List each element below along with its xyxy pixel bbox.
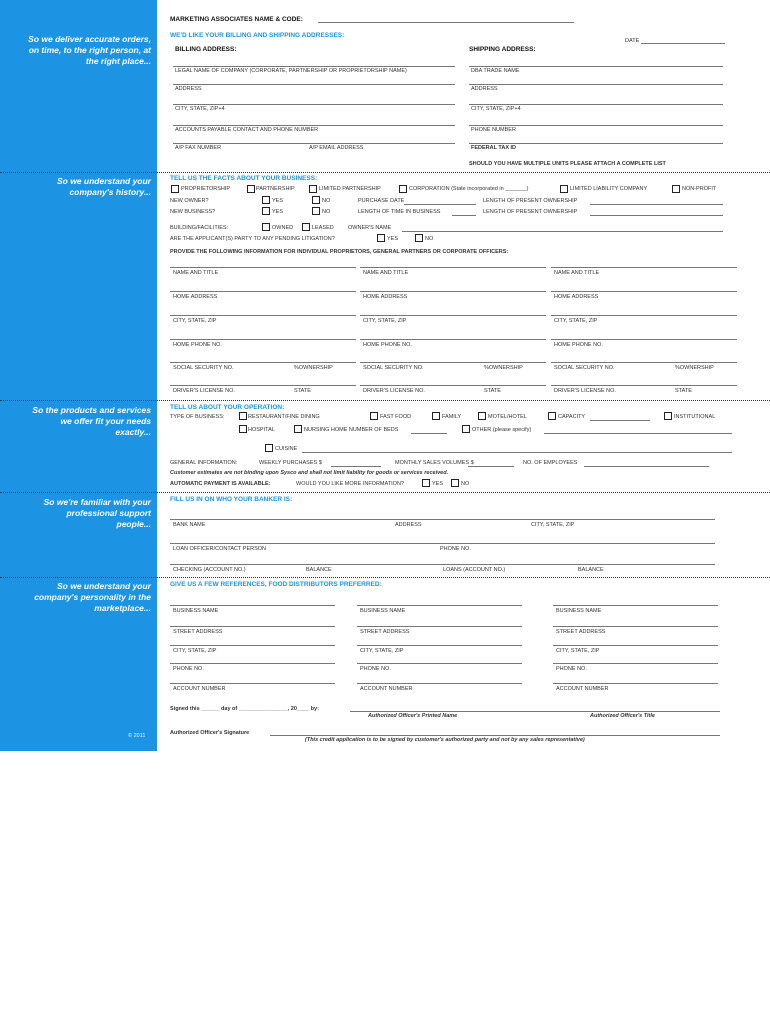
- new-owner-label: NEW OWNER?: [170, 198, 209, 204]
- bank-label: BANK NAME: [173, 522, 206, 528]
- auto-label: AUTOMATIC PAYMENT IS AVAILABLE:: [170, 481, 271, 487]
- officer-phone-label: HOME PHONE NO.: [173, 342, 222, 348]
- leased-checkbox[interactable]: [302, 223, 310, 231]
- operation-heading: TELL US ABOUT YOUR OPERATION:: [170, 404, 285, 411]
- officer-home-label: HOME ADDRESS: [363, 294, 408, 300]
- officer-label: LOAN OFFICER/CONTACT PERSON: [173, 546, 267, 552]
- ref-business-label: BUSINESS NAME: [173, 608, 219, 614]
- fast-food-label: FAST FOOD: [380, 414, 412, 420]
- length-business-label: LENGTH OF TIME IN BUSINESS: [358, 209, 441, 215]
- ref-phone-label: PHONE NO.: [556, 666, 587, 672]
- capacity-checkbox[interactable]: [548, 412, 556, 420]
- officer-city-label: CITY, STATE, ZIP: [173, 318, 217, 324]
- proprietorship-label: PROPRIETORSHIP: [181, 186, 231, 192]
- officer-city-label: CITY, STATE, ZIP: [554, 318, 598, 324]
- ap-email-label: A/P EMAIL ADDRESS: [309, 145, 364, 151]
- officer-city-field[interactable]: [360, 315, 546, 316]
- taxid-field[interactable]: [469, 143, 723, 144]
- officer-ssn-field[interactable]: [360, 362, 546, 363]
- no-label: NO: [322, 209, 331, 215]
- ref-phone-label: PHONE NO.: [173, 666, 204, 672]
- nursing-label: NURSING HOME NUMBER OF BEDS: [304, 427, 399, 433]
- monthly-field[interactable]: [468, 466, 514, 467]
- corporation-checkbox[interactable]: [399, 185, 407, 193]
- ref-phone-field[interactable]: [553, 663, 718, 664]
- officer-name-label: NAME AND TITLE: [173, 270, 219, 276]
- yes-label: YES: [272, 209, 284, 215]
- officer-phone-field[interactable]: [551, 339, 737, 340]
- ref-account-field[interactable]: [170, 683, 335, 684]
- type-label: TYPE OF BUSINESS:: [170, 414, 225, 420]
- addr-heading: WE'D LIKE YOUR BILLING AND SHIPPING ADDRESSES:: [170, 32, 345, 39]
- officer-ssn-field[interactable]: [551, 362, 737, 363]
- owned-checkbox[interactable]: [262, 223, 270, 231]
- length-owner-label: LENGTH OF PRESENT OWNERSHIP: [483, 209, 578, 215]
- restaurant-checkbox[interactable]: [239, 412, 247, 420]
- owned-label: OWNED: [272, 225, 294, 231]
- bank-city-label: CITY, STATE, ZIP: [531, 522, 575, 528]
- motel-label: MOTEL/HOTEL: [488, 414, 527, 420]
- owners-name-field[interactable]: [402, 231, 723, 232]
- city-label: CITY, STATE, ZIP+4: [175, 106, 225, 112]
- officer-home-field[interactable]: [170, 291, 356, 292]
- bank-address-label: ADDRESS: [395, 522, 422, 528]
- general-label: GENERAL INFORMATION:: [170, 460, 238, 466]
- officer-home-label: HOME ADDRESS: [554, 294, 599, 300]
- no-label: NO: [425, 236, 434, 242]
- officer-home-label: HOME ADDRESS: [173, 294, 218, 300]
- ref-city-field[interactable]: [357, 645, 522, 646]
- ship-address-field[interactable]: [469, 84, 723, 85]
- officer-name-field[interactable]: [551, 267, 737, 268]
- billing-label: BILLING ADDRESS:: [175, 46, 237, 53]
- ref-account-label: ACCOUNT NUMBER: [173, 686, 226, 692]
- ref-city-field[interactable]: [553, 645, 718, 646]
- ref-street-field[interactable]: [553, 626, 718, 627]
- new-business-no-checkbox[interactable]: [312, 207, 320, 215]
- restaurant-label: RESTAURANT/FINE DINING: [248, 414, 320, 420]
- officer-dl-label: DRIVER'S LICENSE NO.: [363, 388, 425, 394]
- refs-heading: GIVE US A FEW REFERENCES, FOOD DISTRIBUTORS PREFERRED:: [170, 581, 382, 588]
- other-label: OTHER (please specify): [472, 427, 532, 433]
- no-label: NO: [461, 481, 470, 487]
- officer-phone-label: HOME PHONE NO.: [363, 342, 412, 348]
- signature-field[interactable]: [270, 735, 720, 736]
- copyright: © 2011: [128, 733, 146, 739]
- yes-label: YES: [387, 236, 399, 242]
- length-owner-field[interactable]: [590, 204, 723, 205]
- divider: [0, 172, 770, 173]
- ref-street-label: STREET ADDRESS: [360, 629, 410, 635]
- divider: [0, 400, 770, 401]
- monthly-label: MONTHLY SALES VOLUMES $: [395, 460, 474, 466]
- yes-label: YES: [432, 481, 444, 487]
- officer-own-label: %OWNERSHIP: [294, 365, 333, 371]
- proprietorship-checkbox[interactable]: [171, 185, 179, 193]
- checking-label: CHECKING (ACCOUNT NO.): [173, 567, 246, 573]
- litigation-label: ARE THE APPLICANT(S) PARTY TO ANY PENDING LITIGATION?: [170, 236, 335, 242]
- officer-name-label: NAME AND TITLE: [363, 270, 409, 276]
- signer-field[interactable]: [350, 711, 720, 712]
- officer-title-label: Authorized Officer's Title: [590, 713, 655, 719]
- shipping-label: SHIPPING ADDRESS:: [469, 46, 536, 53]
- sidebar-text-3: So the products and services we offer fit your needs exactly...: [32, 405, 151, 437]
- officer-dl-field[interactable]: [551, 385, 737, 386]
- yes-label: YES: [272, 198, 284, 204]
- family-label: FAMILY: [442, 414, 462, 420]
- officer-dl-field[interactable]: [170, 385, 356, 386]
- checking-field[interactable]: [170, 564, 715, 565]
- capacity-field[interactable]: [590, 420, 650, 421]
- officer-dl-label: DRIVER'S LICENSE NO.: [554, 388, 616, 394]
- officer-phone-field[interactable]: [360, 339, 546, 340]
- institutional-checkbox[interactable]: [664, 412, 672, 420]
- institutional-label: INSTITUTIONAL: [674, 414, 716, 420]
- ref-business-label: BUSINESS NAME: [360, 608, 406, 614]
- dba-field[interactable]: [469, 66, 723, 67]
- ap-fax-field[interactable]: [173, 143, 455, 144]
- ref-street-label: STREET ADDRESS: [556, 629, 606, 635]
- date-label: DATE: [625, 38, 640, 44]
- officer-ssn-field[interactable]: [170, 362, 356, 363]
- officer-city-label: CITY, STATE, ZIP: [363, 318, 407, 324]
- sidebar-text-2: So we understand your company's history...: [57, 176, 151, 197]
- purchase-date-field[interactable]: [404, 204, 476, 205]
- weekly-label: WEEKLY PURCHASES $: [259, 460, 322, 466]
- sidebar-text-1: So we deliver accurate orders, on time, to the right person, at the right place...: [28, 34, 151, 66]
- ap-fax-label: A/P FAX NUMBER: [175, 145, 222, 151]
- balance-label: BALANCE: [306, 567, 332, 573]
- divider: [0, 492, 770, 493]
- ref-street-field[interactable]: [357, 626, 522, 627]
- officer-phone-field[interactable]: [170, 339, 356, 340]
- ref-account-field[interactable]: [553, 683, 718, 684]
- litigation-yes-checkbox[interactable]: [377, 234, 385, 242]
- corporation-label: CORPORATION (State incorporated in _______): [409, 186, 529, 192]
- ref-street-field[interactable]: [170, 626, 335, 627]
- length-owner-field[interactable]: [590, 215, 723, 216]
- new-business-yes-checkbox[interactable]: [262, 207, 270, 215]
- employees-field[interactable]: [584, 466, 709, 467]
- taxid-label: FEDERAL TAX ID: [471, 145, 517, 151]
- ref-account-label: ACCOUNT NUMBER: [556, 686, 609, 692]
- new-owner-yes-checkbox[interactable]: [262, 196, 270, 204]
- officer-name-label: NAME AND TITLE: [554, 270, 600, 276]
- sidebar-text-4: So we're familiar with your professional support people...: [43, 497, 151, 529]
- length-business-field[interactable]: [452, 215, 476, 216]
- business-heading: TELL US THE FACTS ABOUT YOUR BUSINESS:: [170, 175, 318, 182]
- officer-phone-label: HOME PHONE NO.: [554, 342, 603, 348]
- ref-street-label: STREET ADDRESS: [173, 629, 223, 635]
- other-field[interactable]: [544, 433, 732, 434]
- auto-no-checkbox[interactable]: [451, 479, 459, 487]
- officer-city-field[interactable]: [551, 315, 737, 316]
- employees-label: NO. OF EMPLOYEES: [523, 460, 578, 466]
- officer-name-field[interactable]: [170, 267, 356, 268]
- signed-label: Signed this ______ day of ________________, 20____ by:: [170, 706, 319, 712]
- cuisine-checkbox[interactable]: [265, 444, 273, 452]
- ref-account-label: ACCOUNT NUMBER: [360, 686, 413, 692]
- officer-state-label: STATE: [294, 388, 311, 394]
- length-owner-label: LENGTH OF PRESENT OWNERSHIP: [483, 198, 578, 204]
- legal-field[interactable]: [173, 66, 455, 67]
- auto-yes-checkbox[interactable]: [422, 479, 430, 487]
- officer-name-field[interactable]: [360, 267, 546, 268]
- llc-label: LIMITED LIABILITY COMPANY: [570, 186, 648, 192]
- new-business-label: NEW BUSINESS?: [170, 209, 216, 215]
- ref-phone-label: PHONE NO.: [360, 666, 391, 672]
- hospital-label: HOSPITAL: [248, 427, 275, 433]
- printed-name-label: Authorized Officer's Printed Name: [368, 713, 458, 719]
- partnership-checkbox[interactable]: [247, 185, 255, 193]
- signature-label: Authorized Officer's Signature: [170, 730, 250, 736]
- llp-checkbox[interactable]: [309, 185, 317, 193]
- bank-phone-label: PHONE NO.: [440, 546, 471, 552]
- marketing-field[interactable]: [318, 22, 574, 23]
- address-field[interactable]: [173, 84, 455, 85]
- new-owner-no-checkbox[interactable]: [312, 196, 320, 204]
- partnership-label: PARTNERSHIP: [256, 186, 295, 192]
- officer-ssn-label: SOCIAL SECURITY NO.: [363, 365, 424, 371]
- banker-heading: FILL US IN ON WHO YOUR BANKER IS:: [170, 496, 293, 503]
- date-field[interactable]: [641, 43, 725, 44]
- officer-ssn-label: SOCIAL SECURITY NO.: [173, 365, 234, 371]
- ref-city-label: CITY, STATE, ZIP: [173, 648, 217, 654]
- hospital-checkbox[interactable]: [239, 425, 247, 433]
- ref-city-label: CITY, STATE, ZIP: [556, 648, 600, 654]
- other-checkbox[interactable]: [462, 425, 470, 433]
- cuisine-label: CUISINE: [275, 446, 298, 452]
- building-label: BUILDING/FACILITIES:: [170, 225, 229, 231]
- nonprofit-label: NON-PROFIT: [682, 186, 717, 192]
- dba-label: DBA TRADE NAME: [471, 68, 520, 74]
- motel-checkbox[interactable]: [478, 412, 486, 420]
- ship-address-label: ADDRESS: [471, 86, 498, 92]
- bank-field[interactable]: [170, 519, 715, 520]
- ship-city-label: CITY, STATE, ZIP+4: [471, 106, 521, 112]
- officer-home-field[interactable]: [551, 291, 737, 292]
- cuisine-field[interactable]: [302, 452, 732, 453]
- sidebar: [0, 0, 157, 751]
- divider: [0, 577, 770, 578]
- officer-own-label: %OWNERSHIP: [484, 365, 523, 371]
- officer-home-field[interactable]: [360, 291, 546, 292]
- litigation-no-checkbox[interactable]: [415, 234, 423, 242]
- officer-ssn-label: SOCIAL SECURITY NO.: [554, 365, 615, 371]
- beds-field[interactable]: [411, 433, 447, 434]
- ref-city-field[interactable]: [170, 645, 335, 646]
- city-field[interactable]: [173, 104, 455, 105]
- capacity-label: CAPACITY: [558, 414, 586, 420]
- leased-label: LEASED: [312, 225, 334, 231]
- ref-account-field[interactable]: [357, 683, 522, 684]
- officer-dl-label: DRIVER'S LICENSE NO.: [173, 388, 235, 394]
- officer-own-label: %OWNERSHIP: [675, 365, 714, 371]
- no-label: NO: [322, 198, 331, 204]
- estimate-note: Customer estimates are not binding upon Sysco and shall not limit liability for goods or services received.: [170, 470, 449, 476]
- phone-field[interactable]: [469, 125, 723, 126]
- ap-contact-label: ACCOUNTS PAYABLE CONTACT AND PHONE NUMBER: [175, 127, 319, 133]
- multi-note: SHOULD YOU HAVE MULTIPLE UNITS PLEASE ATTACH A COMPLETE LIST: [469, 161, 666, 167]
- officer-state-label: STATE: [675, 388, 692, 394]
- owners-name-label: OWNER'S NAME: [348, 225, 392, 231]
- ap-contact-field[interactable]: [173, 125, 455, 126]
- ref-business-field[interactable]: [170, 605, 335, 606]
- weekly-field[interactable]: [331, 466, 381, 467]
- address-label: ADDRESS: [175, 86, 202, 92]
- ref-city-label: CITY, STATE, ZIP: [360, 648, 404, 654]
- officer-city-field[interactable]: [170, 315, 356, 316]
- officers-heading: PROVIDE THE FOLLOWING INFORMATION FOR INDIVIDUAL PROPRIETORS, GENERAL PARTNERS OR CORPORATE OFFICERS:: [170, 249, 509, 255]
- balance-label: BALANCE: [578, 567, 604, 573]
- legal-label: LEGAL NAME OF COMPANY (CORPORATE, PARTNERSHIP OR PROPRIETORSHIP NAME): [175, 68, 407, 74]
- loans-label: LOANS (ACCOUNT NO.): [443, 567, 506, 573]
- nursing-checkbox[interactable]: [294, 425, 302, 433]
- fast-food-checkbox[interactable]: [370, 412, 378, 420]
- ref-business-field[interactable]: [553, 605, 718, 606]
- ref-phone-field[interactable]: [357, 663, 522, 664]
- llc-checkbox[interactable]: [560, 185, 568, 193]
- auto-info-label: WOULD YOU LIKE MORE INFORMATION?: [296, 481, 404, 487]
- officer-dl-field[interactable]: [360, 385, 546, 386]
- llp-label: LIMITED PARTNERSHIP: [319, 186, 381, 192]
- ship-city-field[interactable]: [469, 104, 723, 105]
- phone-label: PHONE NUMBER: [471, 127, 516, 133]
- purchase-date-label: PURCHASE DATE: [358, 198, 405, 204]
- ref-phone-field[interactable]: [170, 663, 335, 664]
- ref-business-label: BUSINESS NAME: [556, 608, 602, 614]
- marketing-label: MARKETING ASSOCIATES NAME & CODE:: [170, 16, 303, 23]
- officer-field[interactable]: [170, 543, 715, 544]
- nonprofit-checkbox[interactable]: [672, 185, 680, 193]
- ref-business-field[interactable]: [357, 605, 522, 606]
- sign-note: (This credit application is to be signed by customer's authorized party and not by any sales representative): [305, 737, 585, 743]
- officer-state-label: STATE: [484, 388, 501, 394]
- family-checkbox[interactable]: [432, 412, 440, 420]
- sidebar-text-5: So we understand your company's personality in the marketplace...: [34, 581, 151, 613]
